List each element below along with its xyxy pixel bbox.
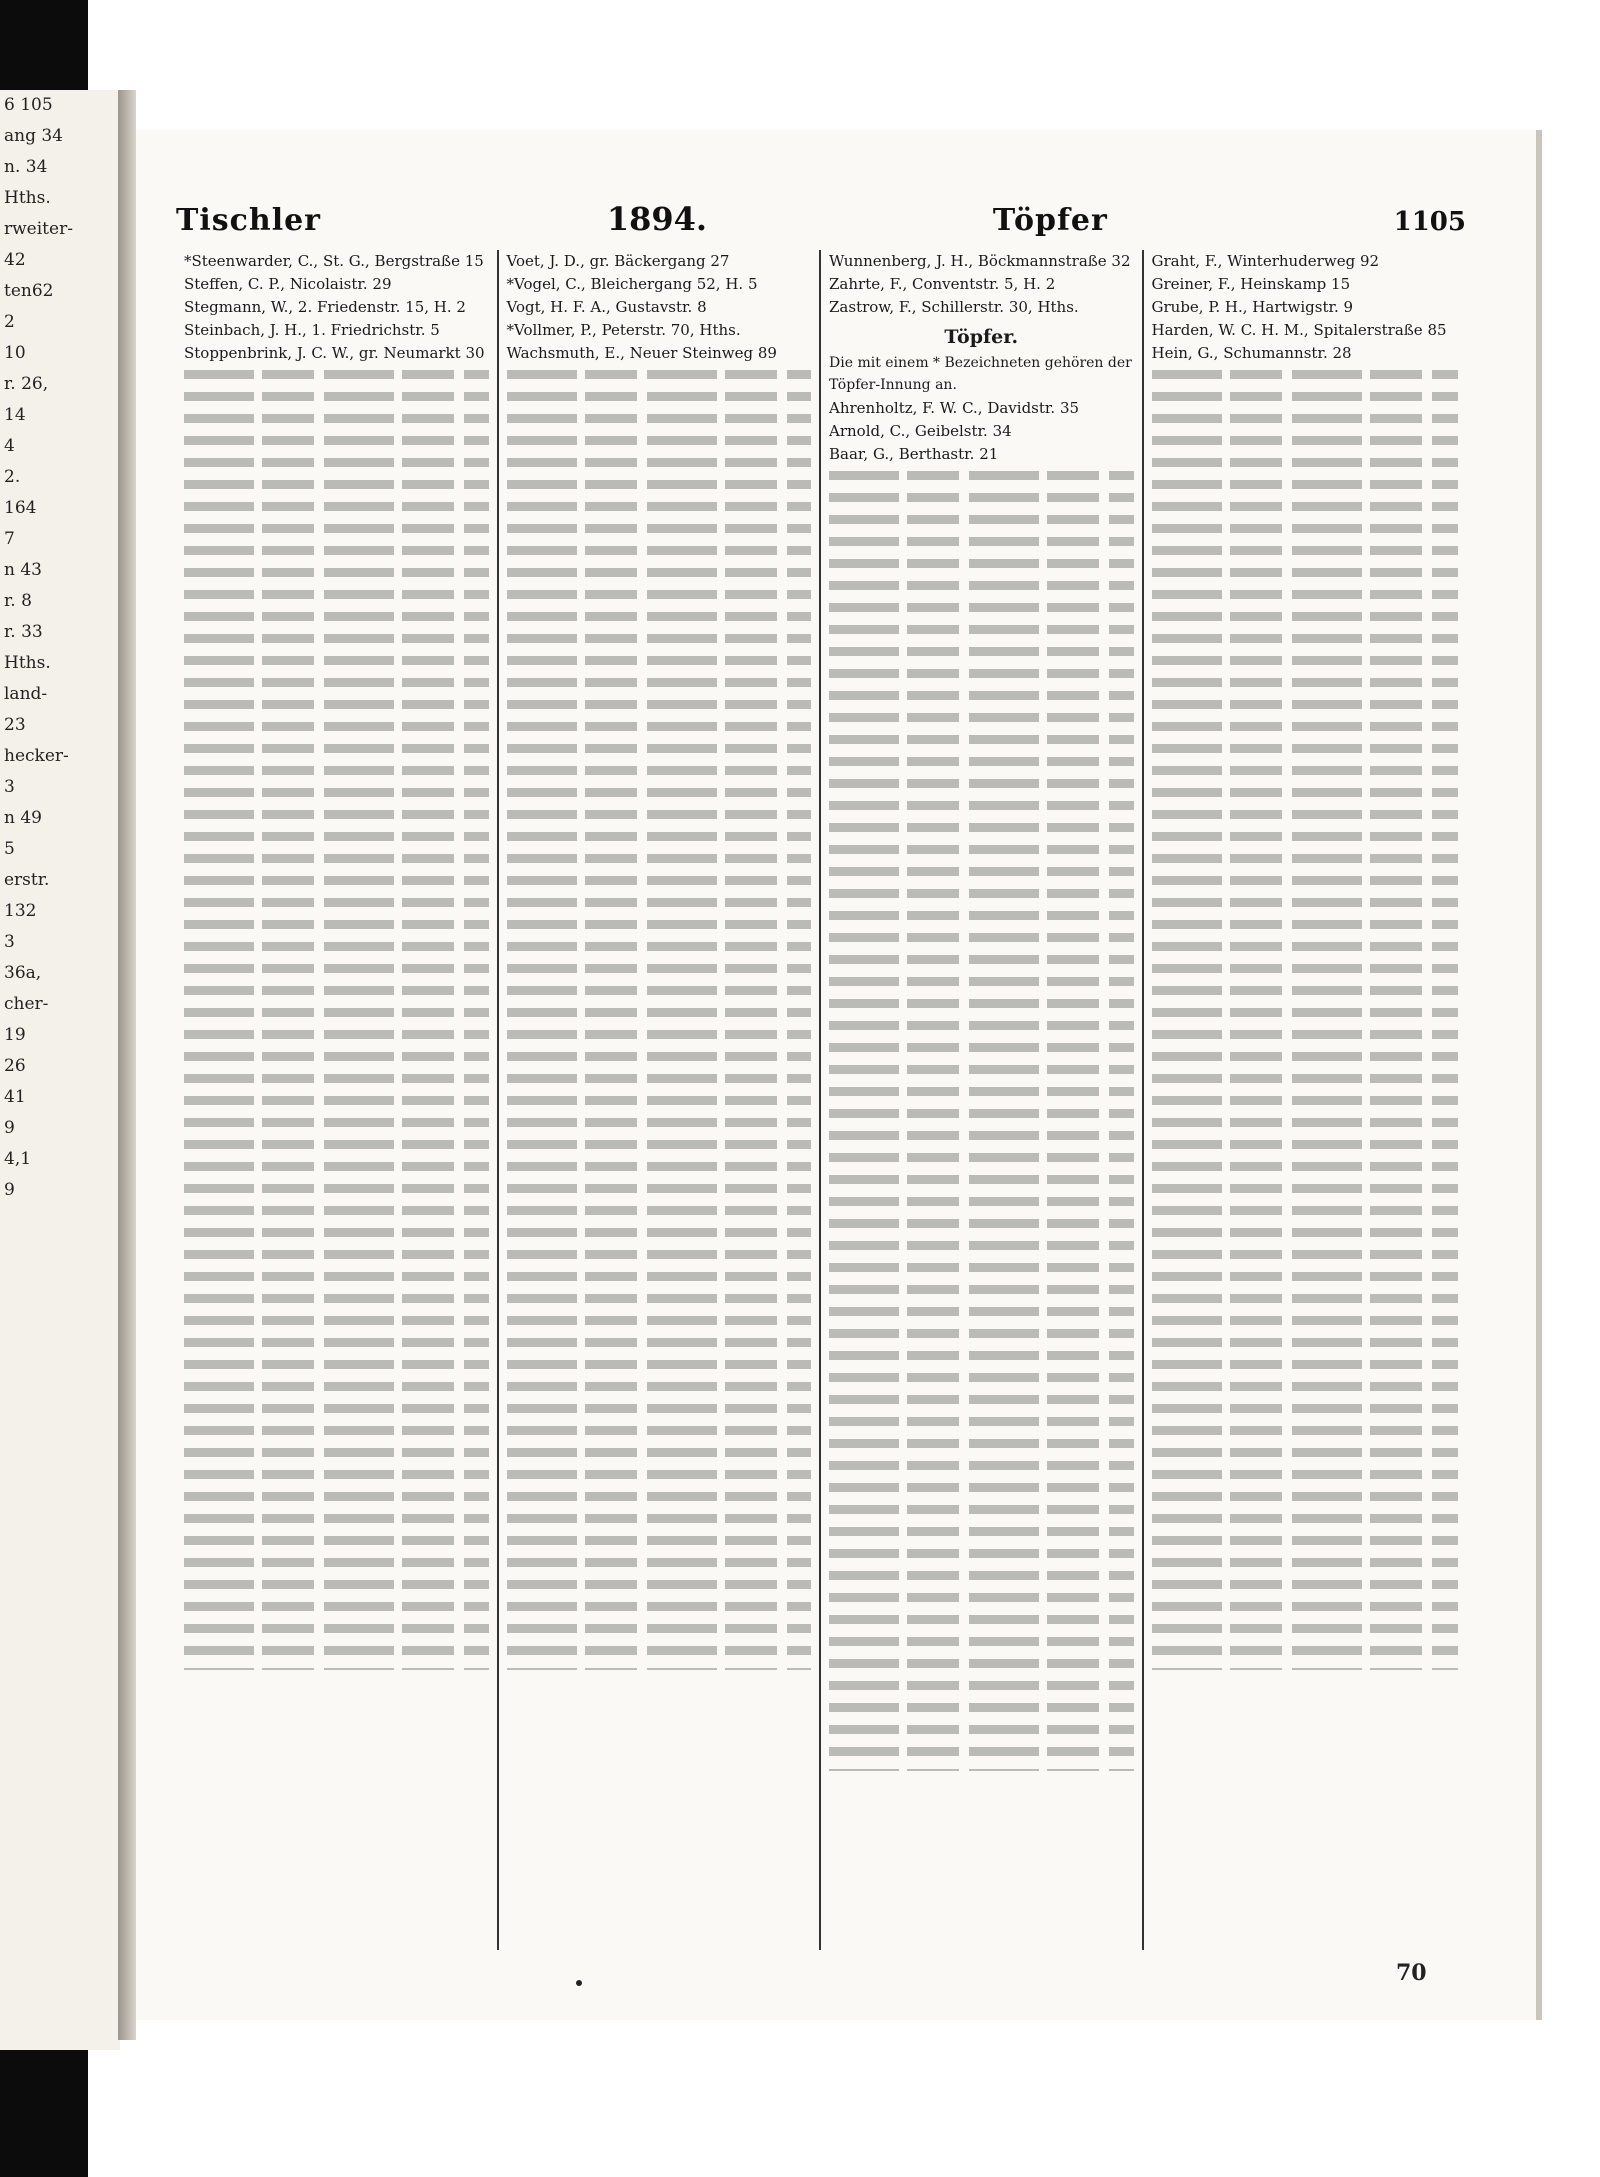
listing-entry: Stegmann, W., 2. Friedenstr. 15, H. 2 — [184, 298, 466, 316]
listing-entry: Baar, G., Berthastr. 21 — [829, 445, 999, 463]
dense-listing-text — [1152, 370, 1459, 1670]
facing-page-fragment: land- — [4, 684, 48, 704]
listing-entry: Wunnenberg, J. H., Böckmannstraße 32 — [829, 252, 1131, 270]
right-guide-word: Töpfer — [992, 203, 1108, 238]
listing-column-4 — [1144, 250, 1467, 1950]
facing-page-fragment: 14 — [4, 405, 26, 425]
listing-column-1 — [176, 250, 499, 1950]
listing-column-2 — [499, 250, 822, 1950]
facing-page-fragment: 4,1 — [4, 1149, 32, 1169]
facing-page-fragment: 7 — [4, 529, 15, 549]
facing-page-fragment: 42 — [4, 250, 26, 270]
facing-page-fragment: 5 — [4, 839, 15, 859]
directory-page — [136, 130, 1542, 2020]
facing-page-fragment: 9 — [4, 1118, 15, 1138]
facing-page-fragment: r. 8 — [4, 591, 32, 611]
facing-page-fragment: 19 — [4, 1025, 26, 1045]
book-gutter — [118, 90, 136, 2040]
listing-entry: Harden, W. C. H. M., Spitalerstraße 85 — [1151, 321, 1447, 339]
listing-entry: Steinbach, J. H., 1. Friedrichstr. 5 — [184, 321, 440, 339]
facing-page-fragment: 9 — [4, 1180, 15, 1200]
listing-entry: Vogt, H. F. A., Gustavstr. 8 — [506, 298, 707, 316]
facing-page-fragment: 41 — [4, 1087, 26, 1107]
listing-entry: Arnold, C., Geibelstr. 34 — [829, 422, 1012, 440]
listing-columns — [176, 250, 1466, 1950]
facing-page-fragment: Hths. — [4, 653, 51, 673]
facing-page-fragment: rweiter- — [4, 219, 73, 239]
facing-page-fragment: 36a, — [4, 963, 42, 983]
facing-page-fragment: 2 — [4, 312, 15, 332]
page-header — [176, 200, 1466, 240]
listing-entry: Stoppenbrink, J. C. W., gr. Neumarkt 30 — [184, 344, 485, 362]
listing-entry: *Vogel, C., Bleichergang 52, H. 5 — [506, 275, 758, 293]
listing-entry: Hein, G., Schumannstr. 28 — [1151, 344, 1352, 362]
facing-page-fragment: n 43 — [4, 560, 42, 580]
facing-page-fragment: hecker- — [4, 746, 69, 766]
listing-entry: Ahrenholtz, F. W. C., Davidstr. 35 — [829, 399, 1080, 417]
facing-page-fragment: 6 105 — [4, 95, 53, 115]
listing-entry: Wachsmuth, E., Neuer Steinweg 89 — [506, 344, 777, 362]
page-number: 1105 — [1393, 207, 1466, 237]
dense-listing-text — [184, 370, 489, 1670]
listing-entry: Steffen, C. P., Nicolaistr. 29 — [184, 275, 392, 293]
listing-entry: Zahrte, F., Conventstr. 5, H. 2 — [829, 275, 1056, 293]
listing-entry: *Steenwarder, C., St. G., Bergstraße 15 — [184, 252, 484, 270]
facing-page-fragment: ang 34 — [4, 126, 64, 146]
facing-page-fragment: 3 — [4, 777, 15, 797]
facing-page-fragment: 10 — [4, 343, 26, 363]
listing-entry: Grube, P. H., Hartwigstr. 9 — [1151, 298, 1354, 316]
facing-page-fragment: 132 — [4, 901, 37, 921]
section-note: Die mit einem * Bezeichneten gehören der Töpfer-Innung an. — [829, 355, 1132, 393]
facing-page-fragment: 2. — [4, 467, 21, 487]
facing-page-fragment: n. 34 — [4, 157, 48, 177]
dense-listing-text — [507, 370, 812, 1670]
listing-entry: Zastrow, F., Schillerstr. 30, Hths. — [829, 298, 1079, 316]
facing-page-fragment: cher- — [4, 994, 49, 1014]
dense-listing-text — [829, 471, 1134, 1771]
facing-page-fragment: 164 — [4, 498, 37, 518]
listing-entry: Graht, F., Winterhuderweg 92 — [1151, 252, 1380, 270]
facing-page-fragment: n 49 — [4, 808, 42, 828]
facing-page-fragment: erstr. — [4, 870, 50, 890]
facing-page-fragment: Hths. — [4, 188, 51, 208]
sheet-number: 70 — [1396, 1960, 1427, 1986]
listing-entry: Greiner, F., Heinskamp 15 — [1151, 275, 1351, 293]
facing-page-fragment: 26 — [4, 1056, 26, 1076]
listing-entry: Voet, J. D., gr. Bäckergang 27 — [506, 252, 730, 270]
facing-page-fragment: 23 — [4, 715, 26, 735]
facing-page-fragment: 3 — [4, 932, 15, 952]
facing-page-fragment: 4 — [4, 436, 15, 456]
page-year: 1894. — [606, 200, 708, 238]
section-title: Töpfer. — [944, 326, 1019, 348]
facing-page-edge — [0, 90, 120, 2050]
facing-page-fragment: ten62 — [4, 281, 54, 301]
facing-page-fragment: r. 33 — [4, 622, 43, 642]
listing-column-3 — [821, 250, 1144, 1950]
left-guide-word: Tischler — [176, 203, 321, 238]
printer-dot — [576, 1980, 582, 1986]
listing-entry: *Vollmer, P., Peterstr. 70, Hths. — [506, 321, 741, 339]
facing-page-fragment: r. 26, — [4, 374, 49, 394]
